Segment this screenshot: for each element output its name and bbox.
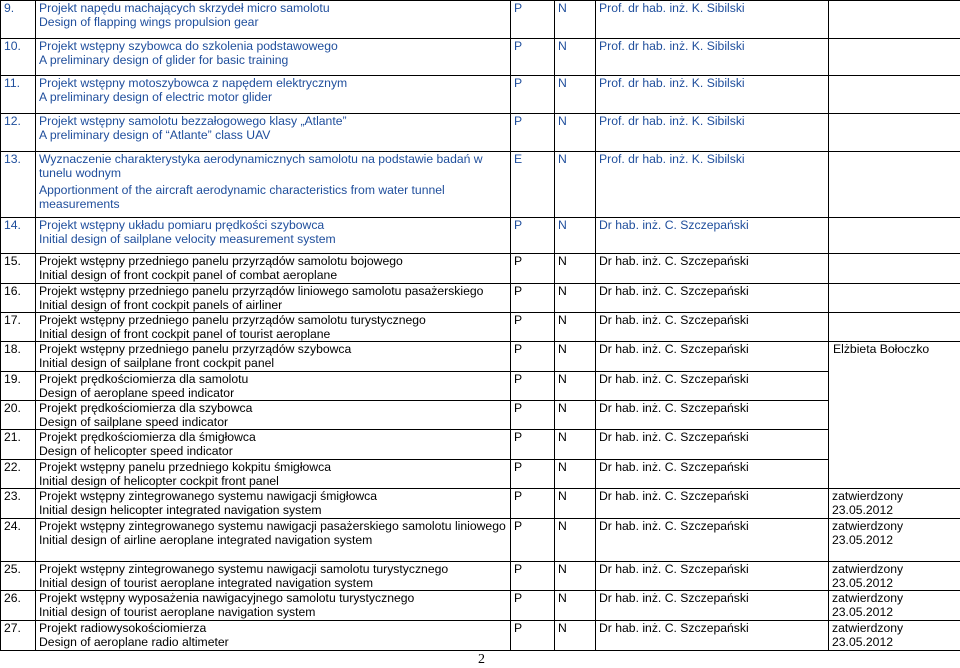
type-code: P — [511, 76, 555, 114]
language-code: N — [555, 313, 596, 342]
topic-title-pl: Projekt wstępny zintegrowanego systemu nawigacji pasażerskiego samolotu liniowego — [39, 519, 506, 533]
topic-title-pl: Projekt wstępny przedniego panelu przyrządów szybowca — [39, 342, 352, 356]
topic-title — [36, 284, 511, 313]
approval-cell — [829, 489, 960, 519]
topic-title-en: Initial design of front cockpit panels of airliner — [39, 298, 283, 312]
topic-title-pl: Projekt napędu machających skrzydeł micro samolotu — [39, 1, 330, 15]
language-code: N — [555, 591, 596, 621]
author-note: Elżbieta Bołoczko — [833, 342, 930, 356]
approval-cell — [829, 562, 960, 591]
type-code: P — [511, 519, 555, 562]
type-code: P — [511, 372, 555, 401]
topic-title-en: Design of helicopter speed indicator — [39, 444, 233, 458]
supervisor: Prof. dr hab. inż. K. Sibilski — [596, 152, 829, 218]
table-row — [1, 152, 960, 218]
topic-title-en: Design of aeroplane radio altimeter — [39, 635, 229, 649]
supervisor: Dr hab. inż. C. Szczepański — [596, 460, 829, 489]
merged-remarks-cell — [829, 342, 960, 489]
topic-title — [36, 489, 511, 519]
type-code: P — [511, 39, 555, 76]
approval-cell — [829, 591, 960, 621]
topic-title-pl: Projekt wstępny samolotu bezzałogowego klasy „Atlante” — [39, 114, 347, 128]
supervisor: Prof. dr hab. inż. K. Sibilski — [596, 39, 829, 76]
language-code: N — [555, 114, 596, 152]
language-code: N — [555, 76, 596, 114]
table-row — [1, 313, 960, 342]
remarks-cell — [829, 39, 960, 76]
type-code: P — [511, 114, 555, 152]
row-number: 16. — [1, 284, 36, 313]
type-code: E — [511, 152, 555, 218]
topic-title-pl: Projekt wstępny zintegrowanego systemu nawigacji samolotu turystycznego — [39, 562, 449, 576]
supervisor: Dr hab. inż. C. Szczepański — [596, 313, 829, 342]
supervisor: Dr hab. inż. C. Szczepański — [596, 591, 829, 621]
type-code: P — [511, 562, 555, 591]
table-row — [1, 430, 960, 460]
approval-status: zatwierdzony — [832, 562, 904, 576]
table-row — [1, 591, 960, 621]
topic-title-pl: Projekt wstępny przedniego panelu przyrządów samolotu turystycznego — [39, 313, 426, 327]
type-code: P — [511, 430, 555, 460]
approval-date: 23.05.2012 — [832, 605, 893, 619]
topic-title-pl: Projekt wstępny zintegrowanego systemu nawigacji śmigłowca — [39, 489, 378, 503]
table-row — [1, 254, 960, 284]
table-row — [1, 621, 960, 651]
supervisor: Dr hab. inż. C. Szczepański — [596, 519, 829, 562]
type-code: P — [511, 489, 555, 519]
topic-title-pl: Projekt wstępny przedniego panelu przyrządów samolotu bojowego — [39, 254, 403, 268]
row-number: 10. — [1, 39, 36, 76]
supervisor: Dr hab. inż. C. Szczepański — [596, 372, 829, 401]
language-code: N — [555, 430, 596, 460]
topic-title-pl: Projekt wstępny szybowca do szkolenia podstawowego — [39, 39, 338, 53]
language-code: N — [555, 372, 596, 401]
topic-title — [36, 152, 511, 218]
topic-title — [36, 562, 511, 591]
approval-date: 23.05.2012 — [832, 635, 893, 649]
row-number: 25. — [1, 562, 36, 591]
approval-date: 23.05.2012 — [832, 533, 893, 547]
row-number: 14. — [1, 218, 36, 254]
table-row — [1, 519, 960, 562]
topic-title — [36, 591, 511, 621]
language-code: N — [555, 401, 596, 430]
table-row — [1, 372, 960, 401]
topic-title — [36, 430, 511, 460]
row-number: 20. — [1, 401, 36, 430]
approval-cell — [829, 621, 960, 651]
table-row — [1, 562, 960, 591]
table-row — [1, 460, 960, 489]
supervisor: Dr hab. inż. C. Szczepański — [596, 342, 829, 372]
type-code: P — [511, 460, 555, 489]
remarks-cell — [829, 152, 960, 218]
supervisor: Dr hab. inż. C. Szczepański — [596, 218, 829, 254]
topic-title — [36, 519, 511, 562]
topic-title — [36, 114, 511, 152]
supervisor: Dr hab. inż. C. Szczepański — [596, 621, 829, 651]
type-code: P — [511, 591, 555, 621]
supervisor: Prof. dr hab. inż. K. Sibilski — [596, 1, 829, 39]
topic-title-en: Initial design helicopter integrated navigation system — [39, 503, 322, 517]
topic-title-pl: Projekt wstępny panelu przedniego kokpitu śmigłowca — [39, 460, 331, 474]
topic-title-pl: Projekt prędkościomierza dla śmigłowca — [39, 430, 256, 444]
table-row — [1, 114, 960, 152]
language-code: N — [555, 489, 596, 519]
supervisor: Dr hab. inż. C. Szczepański — [596, 489, 829, 519]
topic-title-pl: Wyznaczenie charakterystyka aerodynamicznych samolotu na podstawie badań w tunelu wodnym — [39, 152, 483, 180]
supervisor: Prof. dr hab. inż. K. Sibilski — [596, 114, 829, 152]
type-code: P — [511, 254, 555, 284]
topic-title-en: Design of sailplane speed indicator — [39, 415, 229, 429]
topic-title — [36, 621, 511, 651]
supervisor: Dr hab. inż. C. Szczepański — [596, 284, 829, 313]
topic-title-en: Initial design of front cockpit panel of combat aeroplane — [39, 268, 338, 282]
topic-title-en: Initial design of helicopter cockpit front panel — [39, 474, 279, 488]
topic-title — [36, 401, 511, 430]
topic-title — [36, 342, 511, 372]
page-number: 2 — [478, 652, 485, 667]
topic-title-en: A preliminary design of electric motor glider — [39, 90, 273, 104]
row-number: 19. — [1, 372, 36, 401]
remarks-cell — [829, 254, 960, 284]
supervisor: Dr hab. inż. C. Szczepański — [596, 254, 829, 284]
topic-title — [36, 254, 511, 284]
type-code: P — [511, 313, 555, 342]
approval-date: 23.05.2012 — [832, 503, 893, 517]
topic-title — [36, 39, 511, 76]
topic-title-pl: Projekt radiowysokościomierza — [39, 621, 207, 635]
topic-title-en: Initial design of tourist aeroplane integrated navigation system — [39, 576, 374, 590]
supervisor: Dr hab. inż. C. Szczepański — [596, 401, 829, 430]
language-code: N — [555, 460, 596, 489]
remarks-cell — [829, 284, 960, 313]
supervisor: Dr hab. inż. C. Szczepański — [596, 430, 829, 460]
topic-title-en: Initial design of tourist aeroplane navigation system — [39, 605, 316, 619]
language-code: N — [555, 342, 596, 372]
supervisor: Prof. dr hab. inż. K. Sibilski — [596, 76, 829, 114]
topic-title-pl: Projekt wstępny wyposażenia nawigacyjnego samolotu turystycznego — [39, 591, 415, 605]
approval-status: zatwierdzony — [832, 591, 904, 605]
row-number: 21. — [1, 430, 36, 460]
language-code: N — [555, 254, 596, 284]
topic-title-en: A preliminary design of glider for basic training — [39, 53, 289, 67]
table-row — [1, 218, 960, 254]
topic-title-pl: Projekt wstępny układu pomiaru prędkości szybowca — [39, 218, 325, 232]
table-row — [1, 489, 960, 519]
remarks-cell — [829, 218, 960, 254]
approval-status: zatwierdzony — [832, 519, 904, 533]
row-number: 9. — [1, 1, 36, 39]
topic-title — [36, 76, 511, 114]
row-number: 18. — [1, 342, 36, 372]
row-number: 15. — [1, 254, 36, 284]
remarks-cell — [829, 76, 960, 114]
type-code: P — [511, 342, 555, 372]
table-row — [1, 39, 960, 76]
language-code: N — [555, 519, 596, 562]
approval-date: 23.05.2012 — [832, 576, 893, 590]
row-number: 11. — [1, 76, 36, 114]
table-row — [1, 1, 960, 39]
topic-title — [36, 460, 511, 489]
remarks-cell — [829, 1, 960, 39]
table-row — [1, 284, 960, 313]
topic-title-en: A preliminary design of “Atlante” class UAV — [39, 128, 271, 142]
topic-title-pl: Projekt prędkościomierza dla samolotu — [39, 372, 249, 386]
topic-title-en: Initial design of front cockpit panel of tourist aeroplane — [39, 327, 331, 341]
type-code: P — [511, 218, 555, 254]
table-row — [1, 342, 960, 372]
table-row — [1, 401, 960, 430]
topic-title — [36, 218, 511, 254]
row-number: 26. — [1, 591, 36, 621]
type-code: P — [511, 621, 555, 651]
row-number: 17. — [1, 313, 36, 342]
topic-title-en: Initial design of sailplane velocity measurement system — [39, 232, 336, 246]
topic-title-en: Design of flapping wings propulsion gear — [39, 15, 259, 29]
language-code: N — [555, 562, 596, 591]
type-code: P — [511, 401, 555, 430]
approval-status: zatwierdzony — [832, 621, 904, 635]
topic-title-en: Initial design of sailplane front cockpit panel — [39, 356, 275, 370]
language-code: N — [555, 621, 596, 651]
language-code: N — [555, 218, 596, 254]
row-number: 13. — [1, 152, 36, 218]
row-number: 23. — [1, 489, 36, 519]
topic-title-en: Design of aeroplane speed indicator — [39, 386, 235, 400]
row-number: 12. — [1, 114, 36, 152]
topic-title-pl: Projekt wstępny przedniego panelu przyrządów liniowego samolotu pasażerskiego — [39, 284, 484, 298]
row-number: 22. — [1, 460, 36, 489]
topic-title-pl: Projekt prędkościomierza dla szybowca — [39, 401, 253, 415]
remarks-cell — [829, 114, 960, 152]
language-code: N — [555, 284, 596, 313]
topic-title — [36, 372, 511, 401]
topic-title-en: Apportionment of the aircraft aerodynamic characteristics from water tunnel measurements — [39, 183, 445, 211]
topic-title-en: Initial design of airline aeroplane integrated navigation system — [39, 533, 373, 547]
row-number: 24. — [1, 519, 36, 562]
topic-title-pl: Projekt wstępny motoszybowca z napędem elektrycznym — [39, 76, 348, 90]
language-code: N — [555, 152, 596, 218]
approval-cell — [829, 519, 960, 562]
remarks-cell — [829, 313, 960, 342]
type-code: P — [511, 1, 555, 39]
table-row — [1, 76, 960, 114]
language-code: N — [555, 39, 596, 76]
supervisor: Dr hab. inż. C. Szczepański — [596, 562, 829, 591]
language-code: N — [555, 1, 596, 39]
topic-title — [36, 1, 511, 39]
row-number: 27. — [1, 621, 36, 651]
topic-title — [36, 313, 511, 342]
approval-status: zatwierdzony — [832, 489, 904, 503]
type-code: P — [511, 284, 555, 313]
